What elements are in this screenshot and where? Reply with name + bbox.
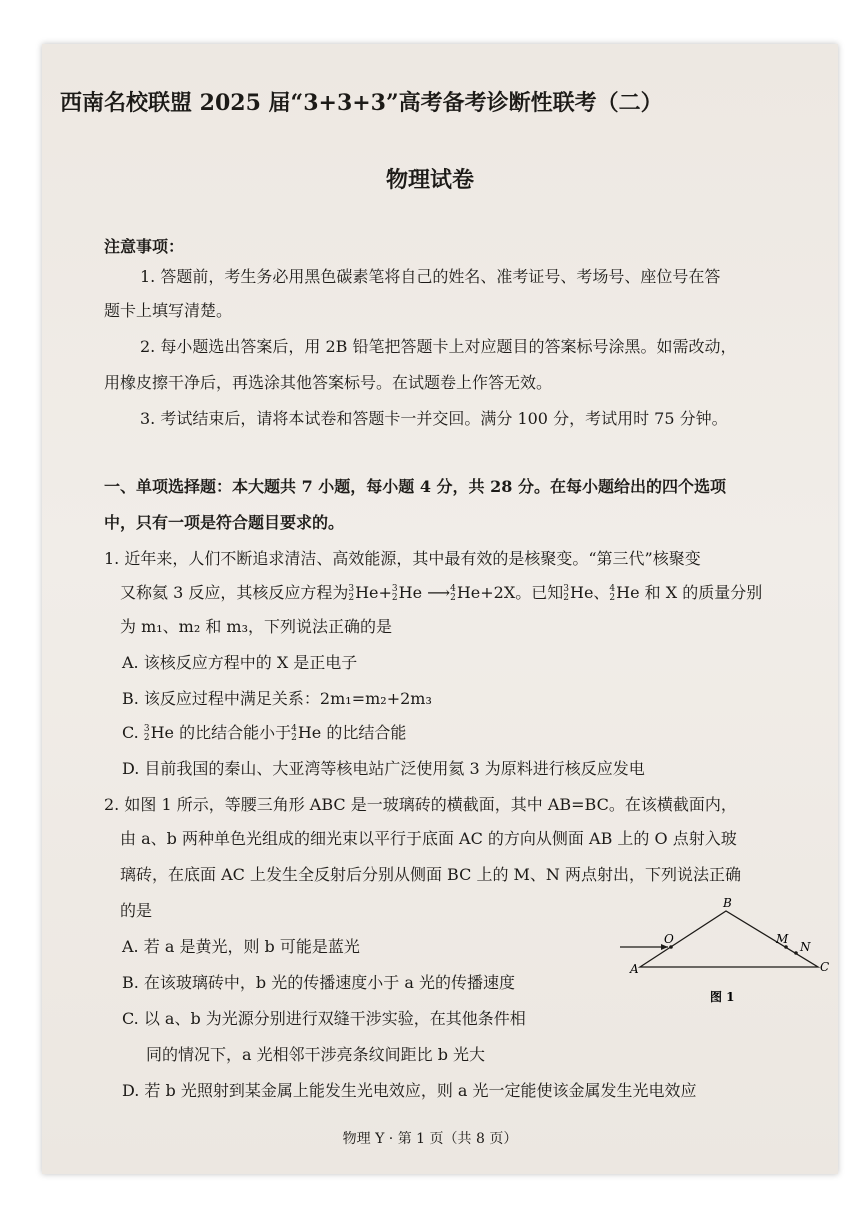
- label-b: B: [723, 896, 732, 910]
- q2-option-d: D. 若 b 光照射到某金属上能发生光电效应，则 a 光一定能使该金属发生光电效应: [122, 1081, 697, 1100]
- q2-stem-line4: 的是: [120, 901, 153, 920]
- figure-caption: 图 1: [710, 990, 735, 1004]
- q1-option-b: B. 该反应过程中满足关系：2m₁=m₂+2m₃: [122, 689, 432, 708]
- q2-option-c-cont: 同的情况下，a 光相邻干涉亮条纹间距比 b 光大: [146, 1045, 486, 1064]
- point-n: [794, 951, 798, 955]
- q1-stem-line2: 又称氦 3 反应，其核反应方程为 3 2 He+ 3 2 He ⟶ 4 2 He+2X。已知 3 2 He、 4 2 He 和 X 的质量分别: [120, 583, 763, 603]
- exam-subject-title: 物理试卷: [385, 167, 474, 193]
- notice-heading: 注意事项：: [104, 237, 185, 256]
- section-heading-cont: 中，只有一项是符合题目要求的。: [104, 513, 345, 532]
- figure-1-glass-prism: [618, 895, 828, 1015]
- label-c: C: [820, 960, 830, 974]
- q2-stem-line2: 由 a、b 两种单色光组成的细光束以平行于底面 AC 的方向从侧面 AB 上的 O 点射入玻: [120, 829, 737, 848]
- q1-stem-line1: 1. 近年来，人们不断追求清洁、高效能源，其中最有效的是核聚变。“第三代”核聚变: [104, 549, 701, 568]
- q1-option-d: D. 目前我国的秦山、大亚湾等核电站广泛使用氦 3 为原料进行核反应发电: [122, 759, 645, 778]
- exam-title: 西南名校联盟 2025 届“3+3+3”高考备考诊断性联考（二）: [60, 90, 663, 116]
- notice-item-2-cont: 用橡皮擦干净后，再选涂其他答案标号。在试题卷上作答无效。: [104, 373, 553, 392]
- q2-option-c: C. 以 a、b 为光源分别进行双缝干涉实验，在其他条件相: [122, 1009, 526, 1028]
- label-a: A: [630, 962, 639, 976]
- q1-stem-line3: 为 m₁、m₂ 和 m₃，下列说法正确的是: [120, 617, 393, 636]
- q2-stem-line1: 2. 如图 1 所示，等腰三角形 ABC 是一玻璃砖的横截面，其中 AB=BC。在该横截面内，: [104, 795, 737, 814]
- q1-option-c: C. 3 2 He 的比结合能小于 4 2 He 的比结合能: [122, 723, 407, 743]
- label-n: N: [800, 940, 811, 954]
- q2-stem-line3: 璃砖，在底面 AC 上发生全反射后分别从侧面 BC 上的 M、N 两点射出，下列说法正确: [120, 865, 741, 884]
- q2-option-b: B. 在该玻璃砖中，b 光的传播速度小于 a 光的传播速度: [122, 973, 515, 992]
- q1-option-a: A. 该核反应方程中的 X 是正电子: [122, 653, 358, 672]
- notice-item-1: 1. 答题前，考生务必用黑色碳素笔将自己的姓名、准考证号、考场号、座位号在答: [140, 267, 721, 286]
- label-o: O: [664, 932, 674, 946]
- notice-item-3: 3. 考试结束后，请将本试卷和答题卡一并交回。满分 100 分，考试用时 75 分钟。: [140, 409, 728, 428]
- notice-item-1-cont: 题卡上填写清楚。: [104, 301, 233, 320]
- page-footer: 物理 Y · 第 1 页（共 8 页）: [342, 1131, 518, 1147]
- q2-option-a: A. 若 a 是黄光，则 b 可能是蓝光: [122, 937, 360, 956]
- notice-item-2: 2. 每小题选出答案后，用 2B 铅笔把答题卡上对应题目的答案标号涂黑。如需改动，: [140, 337, 737, 356]
- label-m: M: [776, 932, 789, 946]
- section-heading: 一、单项选择题：本大题共 7 小题，每小题 4 分，共 28 分。在每小题给出的四个选项: [104, 477, 726, 496]
